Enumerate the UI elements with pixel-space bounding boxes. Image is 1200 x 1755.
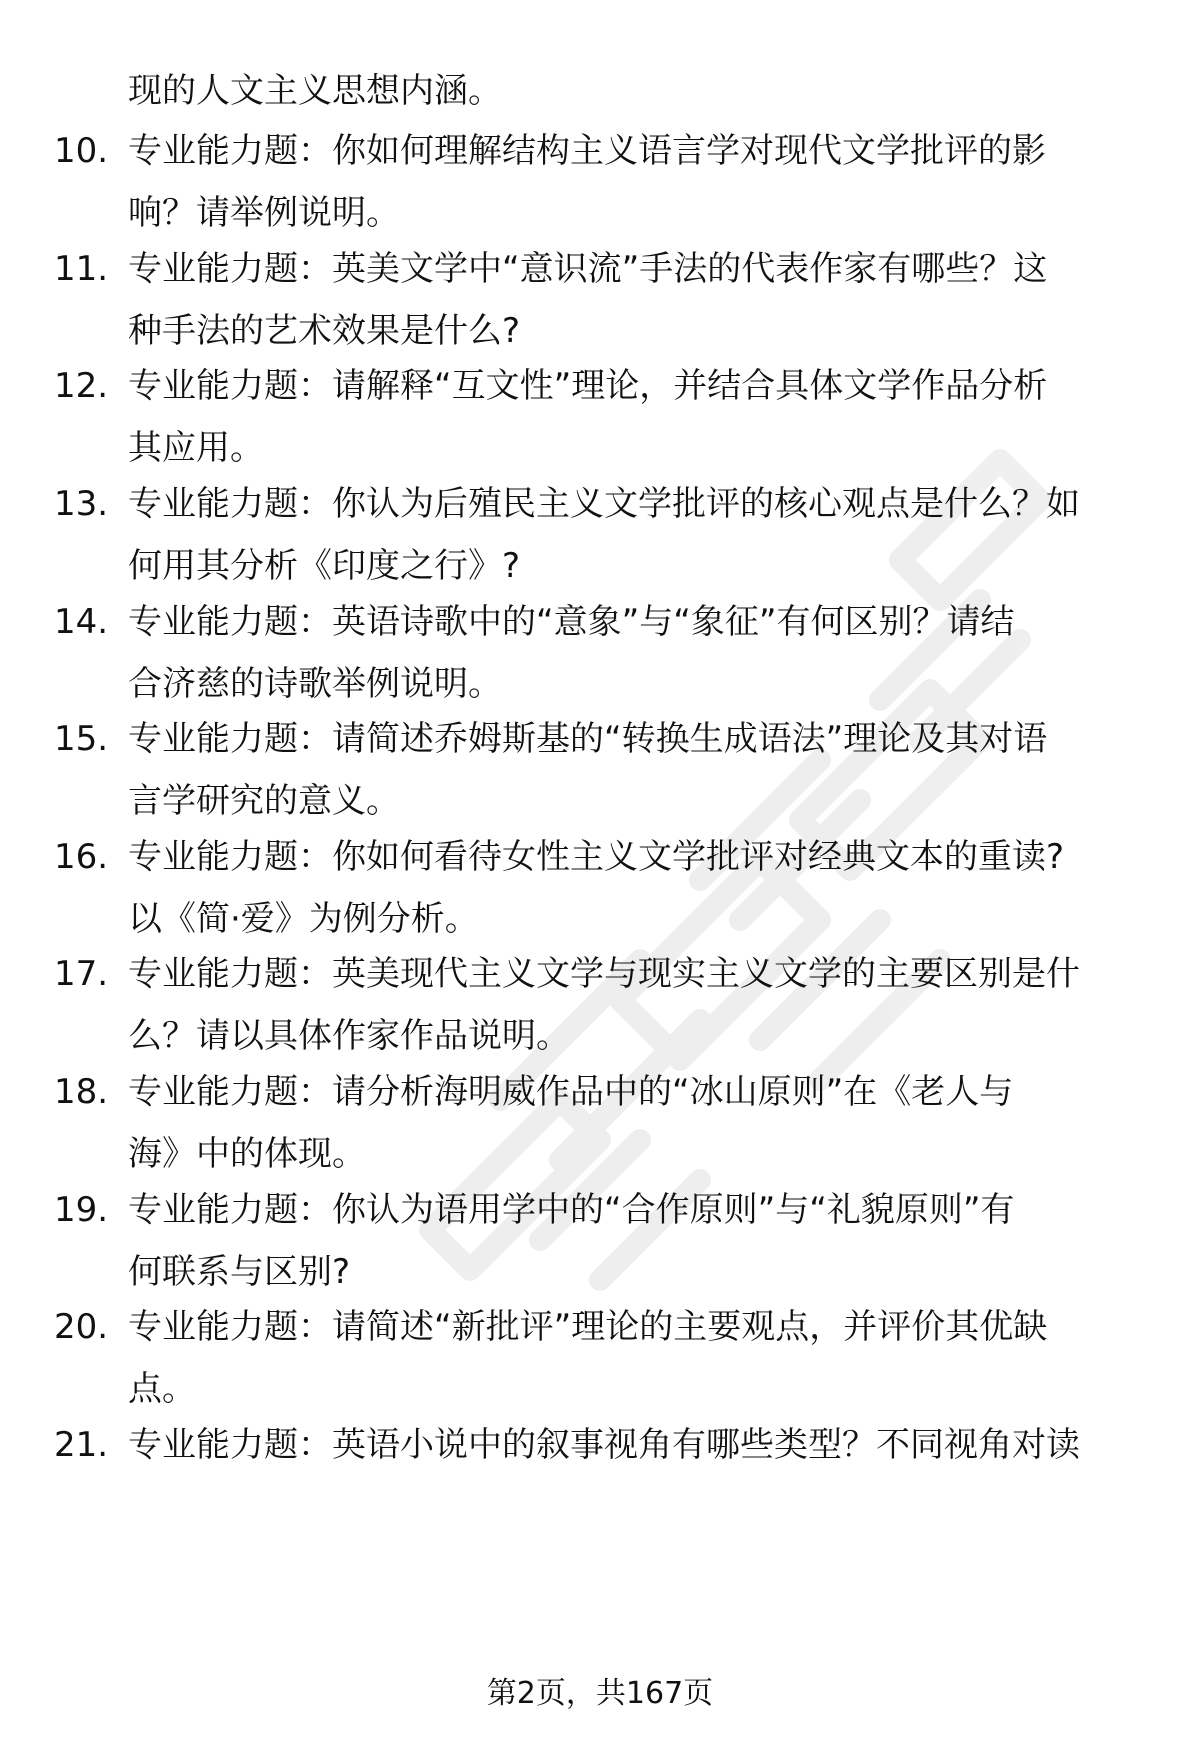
item-number: 17. bbox=[54, 954, 109, 994]
item-text-line1: 专业能力题：你如何看待女性主义文学批评对经典文本的重读? bbox=[128, 837, 1065, 877]
item-number: 13. bbox=[54, 484, 109, 524]
item-text-line1: 专业能力题：请简述“新批评”理论的主要观点，并评价其优缺 bbox=[128, 1307, 1048, 1347]
continuation-text: 现的人文主义思想内涵。 bbox=[128, 71, 502, 111]
item-text-line2: 以《简·爱》为例分析。 bbox=[128, 899, 479, 939]
item-text-line1: 专业能力题：英美文学中“意识流”手法的代表作家有哪些？这 bbox=[128, 249, 1048, 289]
item-text-line1: 专业能力题：请解释“互文性”理论，并结合具体文学作品分析 bbox=[128, 366, 1048, 406]
item-number: 21. bbox=[54, 1425, 109, 1465]
item-text-line2: 其应用。 bbox=[128, 428, 264, 468]
item-number: 16. bbox=[54, 837, 109, 877]
item-number: 14. bbox=[54, 602, 109, 642]
item-number: 10. bbox=[54, 131, 109, 171]
question-item-21 bbox=[0, 1416, 1200, 1536]
question-item-17 bbox=[0, 945, 1200, 1065]
question-item-19 bbox=[0, 1181, 1200, 1301]
item-number: 20. bbox=[54, 1307, 109, 1347]
question-item-18 bbox=[0, 1063, 1200, 1183]
item-text-line2: 么？请以具体作家作品说明。 bbox=[128, 1016, 570, 1056]
question-item-14 bbox=[0, 593, 1200, 713]
item-number: 15. bbox=[54, 719, 109, 759]
question-item-16 bbox=[0, 828, 1200, 948]
item-text-line1: 专业能力题：你认为后殖民主义文学批评的核心观点是什么？如 bbox=[128, 484, 1080, 524]
item-text-line2: 响？请举例说明。 bbox=[128, 193, 400, 233]
item-number: 12. bbox=[54, 366, 109, 406]
item-number: 19. bbox=[54, 1190, 109, 1230]
question-item-10 bbox=[0, 122, 1200, 242]
question-item-20 bbox=[0, 1298, 1200, 1418]
item-text-line1: 专业能力题：英语小说中的叙事视角有哪些类型？不同视角对读 bbox=[128, 1425, 1080, 1465]
item-text-line2: 种手法的艺术效果是什么? bbox=[128, 311, 521, 351]
item-text-line1: 专业能力题：你认为语用学中的“合作原则”与“礼貌原则”有 bbox=[128, 1190, 1015, 1230]
item-text-line2: 点。 bbox=[128, 1369, 196, 1409]
item-text-line1: 专业能力题：请分析海明威作品中的“冰山原则”在《老人与 bbox=[128, 1072, 1014, 1112]
item-text-line1: 专业能力题：你如何理解结构主义语言学对现代文学批评的影 bbox=[128, 131, 1046, 171]
item-text-line2: 合济慈的诗歌举例说明。 bbox=[128, 664, 502, 704]
item-text-line2: 何用其分析《印度之行》? bbox=[128, 546, 521, 586]
page-indicator: 第2页，共167页 bbox=[486, 1676, 714, 1711]
item-text-line1: 专业能力题：英语诗歌中的“意象”与“象征”有何区别？请结 bbox=[128, 602, 1015, 642]
item-text-line2: 海》中的体现。 bbox=[128, 1134, 366, 1174]
question-item-13 bbox=[0, 475, 1200, 595]
item-text-line2: 何联系与区别? bbox=[128, 1252, 351, 1292]
item-text-line2: 言学研究的意义。 bbox=[128, 781, 400, 821]
question-item-15 bbox=[0, 710, 1200, 830]
item-text-line1: 专业能力题：请简述乔姆斯基的“转换生成语法”理论及其对语 bbox=[128, 719, 1048, 759]
item-text-line1: 专业能力题：英美现代主义文学与现实主义文学的主要区别是什 bbox=[128, 954, 1080, 994]
question-item-11 bbox=[0, 240, 1200, 360]
question-item-12 bbox=[0, 357, 1200, 477]
item-number: 18. bbox=[54, 1072, 109, 1112]
item-number: 11. bbox=[54, 249, 109, 289]
